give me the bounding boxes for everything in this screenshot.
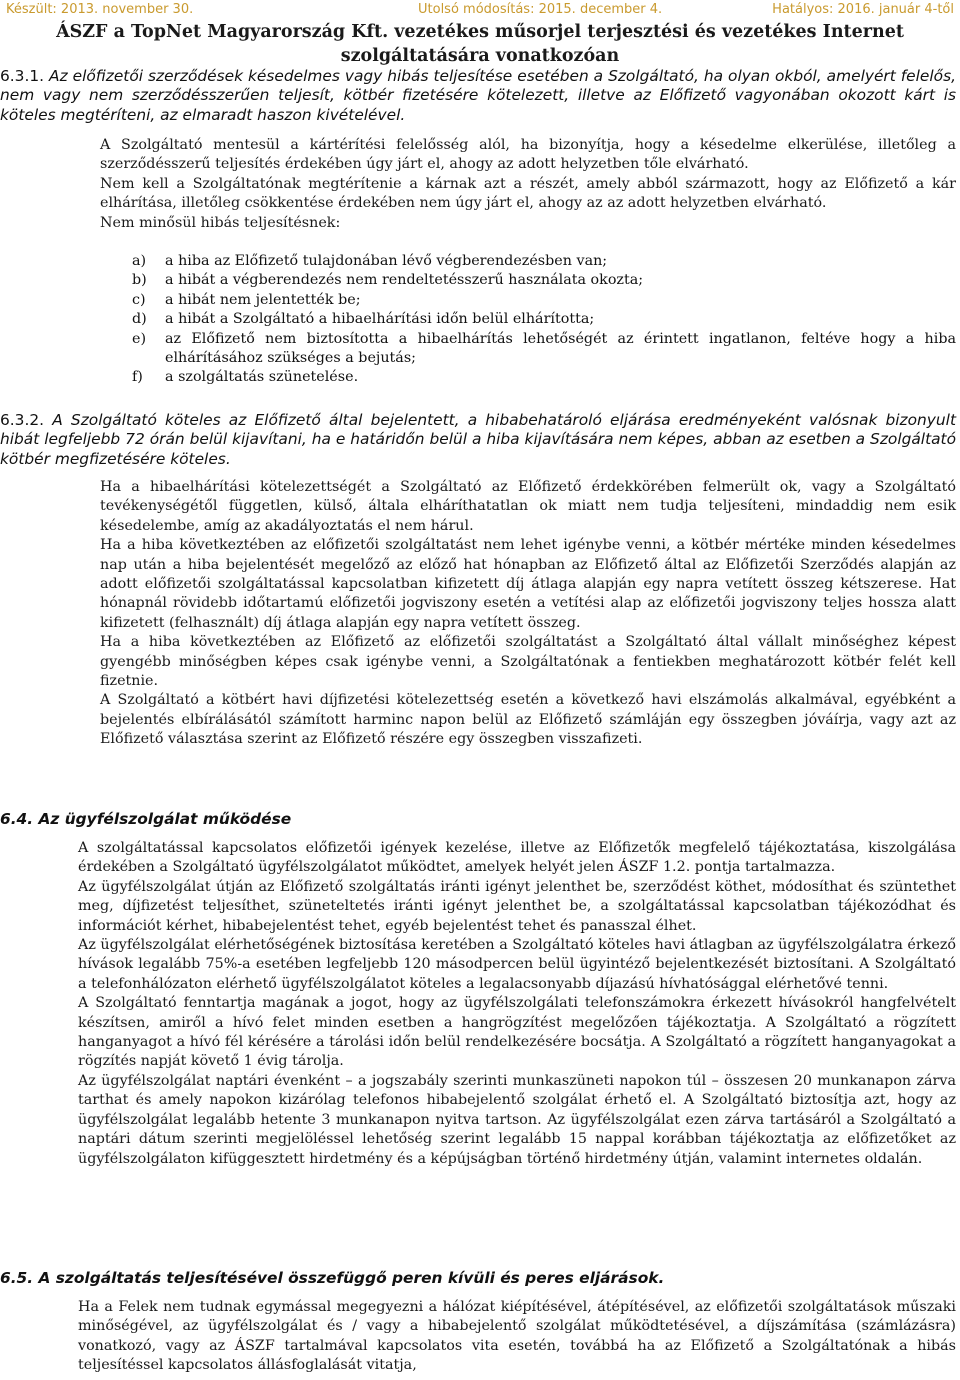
list-item-label: e) [132, 330, 147, 347]
list-item [132, 271, 956, 290]
section-6-3-2-body [100, 478, 956, 750]
list-item-label: d) [132, 311, 147, 328]
list-item-text: az Előfizető nem biztosította a hibaelhárítás lehetőségét az érintett ingatlanon, feltéve hogy a hiba elhárításához szükséges a bejutás; [165, 330, 956, 367]
paragraph: Ha a Felek nem tudnak egymással megegyezni a hálózat kiépítésével, átépítésével, az előfizetői szolgáltatások műszaki minőségével, az ügyfélszolgálat és / vagy a hibabejelentő szolgálat működtetésével, a díjszámítása (számlázásra) vonatkozó, vagy az ÁSZF tartalmával kapcsolatos vita esetén, továbbá ha az Előfizető a Szolgáltatónak a hibás teljesítéssel kapcsolatos állásfoglalását vitatja, [78, 1299, 956, 1374]
section-6-5-heading: 6.5. A szolgáltatás teljesítésével összefüggő peren kívüli és peres eljárások. [0, 1269, 665, 1287]
list-item [132, 252, 956, 271]
paragraph: Nem kell a Szolgáltatónak megtérítenie a kárnak azt a részét, amely abból származott, hogy az Előfizető a kár elhárítása, illetőleg csökkentése érdekében nem úgy járt el, ahogy az az adott helyzetben elvárható. [100, 175, 956, 212]
section-lead-text: A Szolgáltató köteles az Előfizető által bejelentett, a hibabehatároló eljárása eredményeként valósnak bizonyult hibát legfeljebb 72 órán belül kijavítani, ha e határidőn belül a hiba kijavítására nem képes, abban az esetben a Szolgáltató kötbér megfizetésére köteles. [0, 411, 956, 468]
list-item [132, 310, 956, 329]
section-lead-text: Az előfizetői szerződések késedelmes vagy hibás teljesítése esetében a Szolgáltató, ha olyan okból, amelyért felelős, nem vagy nem szerződésszerűen teljesít, kötbér fizetésére kötelezett, illetve az Előfizető vagyonában okozott kárt is köteles megtéríteni, az elmaradt haszon kivételével. [0, 67, 956, 124]
section-6-4-body [78, 839, 956, 1169]
document-title-line-1: ÁSZF a TopNet Magyarország Kft. vezetékes műsorjel terjesztési és vezetékes Internet [56, 22, 904, 42]
paragraph: A szolgáltatással kapcsolatos előfizetői igények kezelése, illetve az Előfizetők megfelelő tájékoztatása, kiszolgálása érdekében a Szolgáltató ügyfélszolgálatot működtet, amelyek helyét jelen ÁSZF 1.2. pontja tartalmazza. [78, 840, 956, 876]
list-item-text: a hibát a Szolgáltató a hibaelhárítási időn belül elhárította; [165, 311, 595, 328]
paragraph: Az ügyfélszolgálat naptári évenként – a jogszabály szerinti munkaszüneti napokon túl – összesen 20 munkanapon zárva tarthat és amely napokon kizárólag telefonos hibabejelentő szolgálat érhető el. A Szolgáltató biztosítja azt, hogy az ügyfélszolgálat legalább hetente 3 munkanapon nyitva tartson. Az ügyfélszolgálat ezen zárva tartásáról a Szolgáltató a naptári dátum szerinti megjelöléssel lehetőség szerint legalább 15 nappal korábban tájékoztatja az előfizetőket az ügyfélszolgálaton kifüggesztett hirdetmény és a képújságban történő hirdetmény útján, valamint internetes oldalán. [78, 1072, 956, 1167]
document-metadata-bar [6, 2, 954, 20]
section-6-3-1-lead [0, 67, 956, 125]
section-6-3-2-lead [0, 411, 956, 469]
list-item-label: a) [132, 253, 147, 269]
list-item-text: a hibát nem jelentették be; [165, 291, 361, 308]
list-item [132, 330, 956, 369]
paragraph: Ha a hiba következtében az Előfizető az előfizetői szolgáltatást a Szolgáltató által vállalt minőséghez képest gyengébb minőségben képes csak igénybe venni, a Szolgáltatónak a fentiekben meghatározott kötbér felét kell fizetnie. [100, 634, 956, 690]
paragraph: A Szolgáltató a kötbért havi díjfizetési kötelezettség esetén a következő havi elszámolás alkalmával, egyébként a bejelentés elbírálásától számított harminc napon belül az Előfizető számláján egy összegben jóváírja, vagy azt az Előfizető választása szerint az Előfizető részére egy összegben visszafizeti. [100, 692, 956, 748]
list-item-label: f) [132, 369, 143, 386]
list-item-label: c) [132, 291, 146, 308]
paragraph: Az ügyfélszolgálat elérhetőségének biztosítása keretében a Szolgáltató köteles havi átlagban az ügyfélszolgálatra érkező hívások legalább 75%-a esetében legfeljebb 120 másodpercen belül ügyintéző bejelentkezését biztosítani. A Szolgáltató a telefonhálózaton elérhető ügyfélszolgálatot köteles a legalacsonyabb díjazású hívhatósággal elérhetővé tenni. [78, 937, 956, 992]
list-item-text: a hibát a végberendezés nem rendeltetésszerű használata okozta; [165, 272, 644, 289]
paragraph: A Szolgáltató fenntartja magának a jogot, hogy az ügyfélszolgálati telefonszámokra érkezett hívásokról hangfelvételt készítsen, amiről a hívó felet minden esetben a hangrögzítést megelőzően tájékoztatja. A Szolgáltató a rögzített hanganyagot a hívó fél kérésére a tárolási időn belül rendelkezésére bocsátja. A Szolgáltató a rögzített hanganyagokat a rögzítés napját követő 1 évig tárolja. [78, 995, 956, 1070]
document-title [20, 20, 940, 68]
paragraph: Az ügyfélszolgálat útján az Előfizető szolgáltatás iránti igényt jelenthet be, szerződést köthet, módosíthat és szüntethet meg, díjfizetést teljesíthet, szüneteltetés iránti igényt jelenthet be, a szolgáltatással kapcsolatban tájékozódhat és információt kérhet, hibabejelentést tehet, egyéb bejelentést tehet és panasszal élhet. [78, 878, 956, 934]
list-item-text: a szolgáltatás szünetelése. [165, 369, 359, 386]
section-number: 6.3.1. [0, 67, 45, 85]
list-item-text: a hiba az Előfizető tulajdonában lévő végberendezésben van; [165, 253, 608, 269]
section-6-3-1-body [100, 136, 956, 233]
paragraph: A Szolgáltató mentesül a kártérítési felelősség alól, ha bizonyítja, hogy a késedelme elkerülése, illetőleg a szerződésszerű teljesítés érdekében úgy járt el, ahogy az adott helyzetben tőle elvárható. [100, 137, 956, 173]
created-date: Készült: 2013. november 30. [6, 2, 194, 17]
section-number: 6.3.2. [0, 411, 45, 429]
modified-date: Utolsó módosítás: 2015. december 4. [418, 2, 663, 17]
document-title-line-2: szolgáltatására vonatkozóan [340, 46, 620, 66]
list-item [132, 291, 956, 310]
paragraph: Ha a hiba következtében az előfizetői szolgáltatást nem lehet igénybe venni, a kötbér mértéke minden késedelmes nap után a hiba bejelentését megelőző az előző hat hónapban az Előfizető által az Előfizetői Szerződés alapján az adott előfizetői szolgáltatással kapcsolatban kifizetett díj átlaga alapján egy napra vetített összeg kétszerese. Hat hónapnál rövidebb időtartamú előfizetői jogviszony esetén a vetítési alap az előfizetői jogviszony teljes hossza alatt kifizetett (felhasznált) díj átlaga alapján egy napra vetített összeg. [100, 537, 956, 631]
effective-date: Hatályos: 2016. január 4-től [772, 2, 954, 17]
paragraph: Nem minősül hibás teljesítésnek: [100, 214, 341, 231]
list-item [132, 368, 956, 387]
paragraph: Ha a hibaelhárítási kötelezettségét a Szolgáltató az Előfizető érdekkörében felmerült ok, vagy a Szolgáltató tevékenységétől független, külső, általa elháríthatatlan ok miatt nem tudja teljesíteni, mindaddig nem esik késedelembe, amíg az akadályoztatás el nem hárul. [100, 479, 956, 534]
section-6-4-heading: 6.4. Az ügyfélszolgálat működése [0, 810, 292, 828]
list-item-label: b) [132, 272, 147, 289]
non-defective-performance-list [132, 252, 956, 388]
section-6-5-body [78, 1298, 956, 1376]
